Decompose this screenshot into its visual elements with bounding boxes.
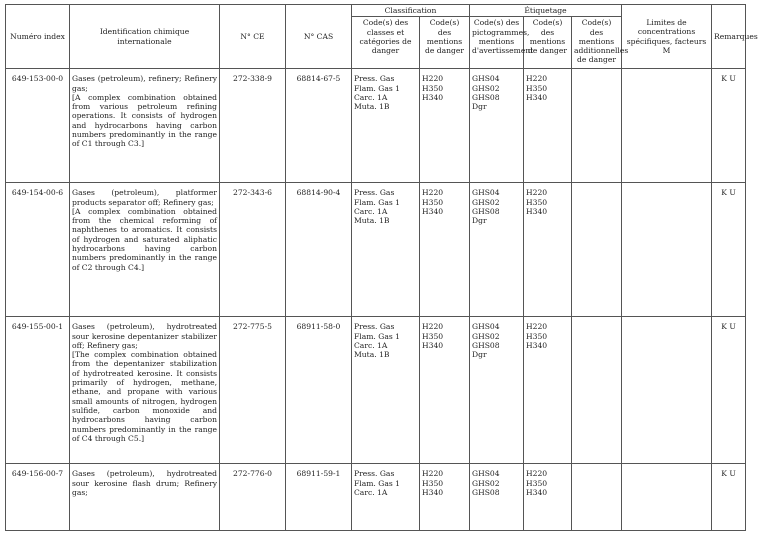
substance-name: Gases (petroleum), platformer products separator off; Refinery gas; (72, 188, 217, 207)
col-header-identification: Identification chimique internationale (70, 5, 220, 69)
pictogram-cell-line: GHS04 (472, 322, 500, 332)
label-statement-cell-line: H220 (526, 322, 548, 332)
col-header-additional-mentions: Code(s) des mentions additionnelles de danger (572, 17, 622, 69)
cas-number-cell: 68911-59-1 (286, 464, 352, 531)
ce-number-cell: 272-775-5 (220, 317, 286, 464)
label-statement-cell-line: H350 (526, 331, 548, 341)
ce-number-cell: 272-338-9 (220, 69, 286, 183)
hazard-statement-cell (420, 183, 470, 317)
hazard-table (5, 4, 758, 531)
col-header-class-mentions: Code(s) des mentions de danger (420, 17, 470, 69)
pictogram-cell-line: Dgr (472, 350, 487, 360)
label-statement-cell (524, 183, 572, 317)
identification-cell (70, 464, 220, 531)
hazard-class-cell-line: Flam. Gas 1 (354, 197, 400, 207)
index-cell: 649-156-00-7 (6, 464, 70, 531)
col-header-limits: Limites de concentrations spécifiques, facteurs M (622, 5, 712, 69)
hazard-class-cell (352, 317, 420, 464)
cas-number-cell: 68814-67-5 (286, 69, 352, 183)
col-header-cas: N° CAS (286, 5, 352, 69)
pictogram-cell (470, 317, 524, 464)
label-statement-cell-line: H340 (526, 92, 548, 102)
additional-statement-cell (572, 317, 622, 464)
remarks-cell: K U (712, 464, 746, 531)
cas-number-cell: 68911-58-0 (286, 317, 352, 464)
hazard-statement-cell-line: H340 (422, 206, 444, 216)
substance-name: Gases (petroleum), hydrotreated sour kerosine flash drum; Refinery gas; (72, 469, 217, 497)
col-header-ce: N° CE (220, 5, 286, 69)
hazard-class-cell-line: Muta. 1B (354, 350, 390, 360)
hazard-statement-cell (420, 69, 470, 183)
remarks-cell: K U (712, 69, 746, 183)
hazard-statement-cell-line: H220 (422, 188, 444, 198)
identification-cell (70, 183, 220, 317)
pictogram-cell-line: GHS08 (472, 340, 500, 350)
hazard-statement-cell-line: H220 (422, 322, 444, 332)
hazard-class-cell-line: Flam. Gas 1 (354, 478, 400, 488)
header-row-top (6, 5, 746, 17)
hazard-statement-cell-line: H350 (422, 478, 444, 488)
hazard-statement-cell-line: H350 (422, 83, 444, 93)
table-row (6, 317, 746, 464)
hazard-class-cell-line: Muta. 1B (354, 216, 390, 226)
remarks-cell: K U (712, 317, 746, 464)
hazard-class-cell (352, 69, 420, 183)
label-statement-cell-line: H350 (526, 197, 548, 207)
pictogram-cell-line: Dgr (472, 216, 487, 226)
hazard-statement-cell-line: H220 (422, 74, 444, 84)
hazard-class-cell-line: Flam. Gas 1 (354, 331, 400, 341)
col-header-index: Numéro index (6, 5, 70, 69)
pictogram-cell-line: GHS08 (472, 206, 500, 216)
identification-cell (70, 317, 220, 464)
index-cell: 649-155-00-1 (6, 317, 70, 464)
col-header-label-mentions: Code(s) des mentions de danger (524, 17, 572, 69)
substance-name: Gases (petroleum), hydrotreated sour kerosine depentanizer stabilizer off; Refinery gas; (72, 322, 217, 350)
label-statement-cell-line: H220 (526, 188, 548, 198)
hazard-statement-cell (420, 464, 470, 531)
hazard-class-cell-line: Carc. 1A (354, 206, 388, 216)
concentration-limits-cell (622, 464, 712, 531)
concentration-limits-cell (622, 317, 712, 464)
hazard-class-cell-line: Muta. 1B (354, 102, 390, 112)
additional-statement-cell (572, 69, 622, 183)
additional-statement-cell (572, 183, 622, 317)
hazard-class-cell-line: Flam. Gas 1 (354, 83, 400, 93)
identification-cell (70, 69, 220, 183)
hazard-class-cell (352, 464, 420, 531)
table-row (6, 183, 746, 317)
remarks-cell: K U (712, 183, 746, 317)
pictogram-cell-line: GHS04 (472, 74, 500, 84)
hazard-statement-cell-line: H340 (422, 92, 444, 102)
label-statement-cell-line: H340 (526, 340, 548, 350)
label-statement-cell-line: H350 (526, 478, 548, 488)
additional-statement-cell (572, 464, 622, 531)
pictogram-cell (470, 69, 524, 183)
hazard-statement-cell-line: H340 (422, 340, 444, 350)
label-statement-cell-line: H220 (526, 469, 548, 479)
col-header-classification: Classification (352, 5, 470, 17)
pictogram-cell-line: GHS02 (472, 197, 500, 207)
concentration-limits-cell (622, 183, 712, 317)
hazard-class-cell (352, 183, 420, 317)
hazard-class-cell-line: Press. Gas (354, 74, 395, 84)
substance-description: [The complex combination obtained from the depentanizer stabilization of hydrotreated kerosine. It consists primarily of hydrogen, methane, ethane, and propane with various small amounts of nitrogen, hydrogen sulfide, carbon monoxide and hydrocarbons having carbon numbers predominantly in the range of C4 through C5.] (72, 350, 217, 443)
hazard-class-cell-line: Press. Gas (354, 188, 395, 198)
pictogram-cell-line: GHS02 (472, 478, 500, 488)
hazard-statement-cell-line: H350 (422, 197, 444, 207)
col-header-class-codes: Code(s) des classes et catégories de danger (352, 17, 420, 69)
table-row (6, 69, 746, 183)
hazard-statement-cell-line: H350 (422, 331, 444, 341)
index-cell: 649-154-00-6 (6, 183, 70, 317)
hazard-class-cell-line: Press. Gas (354, 469, 395, 479)
table-row (6, 464, 746, 531)
label-statement-cell-line: H340 (526, 487, 548, 497)
col-header-etiquetage: Étiquetage (470, 5, 622, 17)
pictogram-cell-line: GHS02 (472, 331, 500, 341)
cas-number-cell: 68814-90-4 (286, 183, 352, 317)
hazard-statement-cell-line: H340 (422, 487, 444, 497)
col-header-remarks: Remarques (712, 5, 746, 69)
label-statement-cell-line: H350 (526, 83, 548, 93)
label-statement-cell-line: H220 (526, 74, 548, 84)
pictogram-cell-line: GHS04 (472, 188, 500, 198)
substance-name: Gases (petroleum), refinery; Refinery gas; (72, 74, 217, 93)
label-statement-cell (524, 464, 572, 531)
substance-description: [A complex combination obtained from various petroleum refining operations. It consists of hydrogen and hydrocarbons having carbon numbers predominantly in the range of C1 through C3.] (72, 92, 217, 149)
pictogram-cell-line: GHS08 (472, 487, 500, 497)
ce-number-cell: 272-343-6 (220, 183, 286, 317)
pictogram-cell (470, 464, 524, 531)
pictogram-cell-line: GHS02 (472, 83, 500, 93)
pictogram-cell-line: GHS04 (472, 469, 500, 479)
pictogram-cell-line: GHS08 (472, 92, 500, 102)
hazard-statement-cell (420, 317, 470, 464)
hazard-class-cell-line: Carc. 1A (354, 92, 388, 102)
label-statement-cell (524, 317, 572, 464)
index-cell: 649-153-00-0 (6, 69, 70, 183)
pictogram-cell (470, 183, 524, 317)
ce-number-cell: 272-776-0 (220, 464, 286, 531)
hazard-class-cell-line: Carc. 1A (354, 487, 388, 497)
hazard-statement-cell-line: H220 (422, 469, 444, 479)
label-statement-cell (524, 69, 572, 183)
hazard-class-cell-line: Carc. 1A (354, 340, 388, 350)
label-statement-cell-line: H340 (526, 206, 548, 216)
substance-description: [A complex combination obtained from the chemical reforming of naphthenes to aromatics. It consists of hydrogen and saturated aliphatic hydrocarbons having carbon numbers predominantly in the range of C2 through C4.] (72, 206, 217, 272)
pictogram-cell-line: Dgr (472, 102, 487, 112)
hazard-class-cell-line: Press. Gas (354, 322, 395, 332)
col-header-picto-codes: Code(s) des pictogrammes, mentions d'avertissement (470, 17, 524, 69)
concentration-limits-cell (622, 69, 712, 183)
